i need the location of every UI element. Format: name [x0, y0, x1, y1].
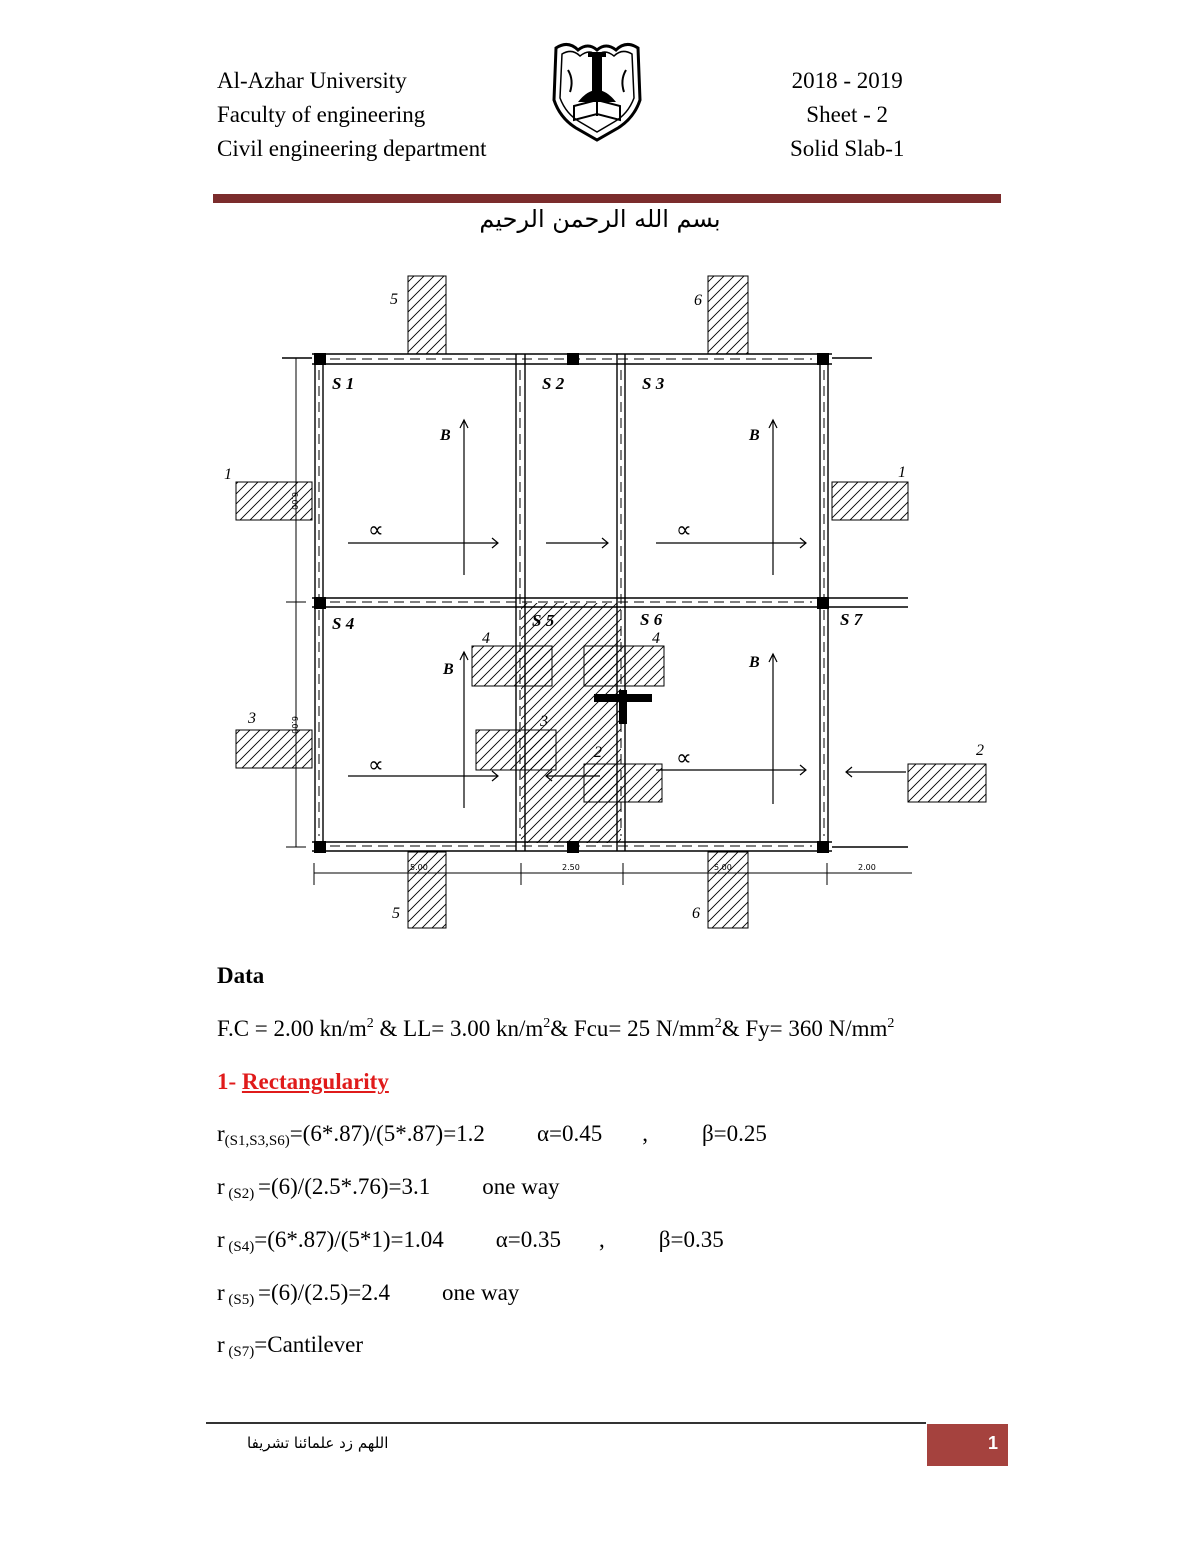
section-label-4-left: 4	[482, 630, 490, 647]
s5-hatched-slab	[521, 603, 621, 843]
beta-label: B	[443, 661, 454, 678]
fy-text: & Fy= 360 N/mm	[721, 1016, 888, 1041]
alpha-value: α=0.45	[536, 1121, 603, 1146]
ratio-expression: =(6*.87)/(5*1)=1.04	[254, 1227, 444, 1252]
direction-arrows	[348, 420, 906, 808]
section-label-3-inner: 3	[540, 713, 548, 730]
rectangularity-row	[217, 1174, 560, 1203]
section-label-1-left: 1	[224, 466, 232, 483]
section-label-4-right: 4	[652, 630, 660, 647]
ratio-expression: =(6)/(2.5)=2.4	[258, 1280, 390, 1305]
slab-label-s4: S 4	[332, 614, 355, 633]
ratio-expression: =(6)/(2.5*.76)=3.1	[258, 1174, 431, 1199]
sheet-number: Sheet - 2	[806, 102, 889, 127]
section-label-2-inner: 2	[594, 744, 602, 761]
slab-subscript: (S2)	[224, 1186, 259, 1202]
r-symbol: r	[217, 1227, 225, 1252]
footer-dua: اللهم زد علمائنا تشريفا	[247, 1434, 389, 1452]
exponent: 2	[543, 1016, 551, 1031]
slab-label-s3: S 3	[642, 374, 665, 393]
dimension-label: 6.00	[290, 716, 299, 734]
r-symbol: r	[217, 1280, 225, 1305]
section-heading	[217, 1069, 389, 1095]
rectangularity-row	[217, 1332, 363, 1361]
exponent: 2	[366, 1016, 374, 1031]
dimension-label: 2.00	[858, 863, 876, 872]
section-label-6-bottom: 6	[692, 905, 700, 922]
academic-year: 2018 - 2019	[791, 68, 903, 93]
department-name: Civil engineering department	[217, 136, 487, 161]
slab-label-s5: S 5	[532, 611, 555, 630]
alpha-label: ∝	[368, 753, 384, 778]
rectangularity-row	[217, 1280, 519, 1309]
page-number-box	[927, 1424, 1008, 1466]
r-symbol: r	[217, 1174, 225, 1199]
section-label-6-top: 6	[694, 292, 702, 309]
exponent: 2	[714, 1016, 722, 1031]
beta-label: B	[440, 427, 451, 444]
slab-subscript: (S7)	[224, 1344, 255, 1360]
basmala: بسم الله الرحمن الرحيم	[479, 205, 721, 233]
slab-label-s6: S 6	[640, 610, 663, 629]
separator: ,	[642, 1121, 648, 1146]
alpha-value: α=0.35	[495, 1227, 562, 1252]
fcu-text: & Fcu= 25 N/mm	[550, 1016, 715, 1041]
slab-label-s7: S 7	[840, 610, 863, 629]
slab-subscript: (S4)	[224, 1239, 255, 1255]
section-label-1-right: 1	[898, 464, 906, 481]
slab-type: one way	[442, 1280, 520, 1305]
beta-value: β=0.35	[658, 1227, 724, 1252]
beta-value: β=0.25	[701, 1121, 767, 1146]
exponent: 2	[887, 1016, 895, 1031]
sheet-topic: Solid Slab-1	[790, 136, 905, 161]
slab-label-s1: S 1	[332, 374, 355, 393]
page-number: 1	[987, 1433, 998, 1453]
alpha-label: ∝	[676, 746, 692, 771]
footer-divider	[206, 1422, 926, 1424]
r-symbol: r	[217, 1332, 225, 1357]
section-label-2-right: 2	[976, 742, 984, 759]
slab-label-s2: S 2	[542, 374, 565, 393]
dimension-label: 6.00	[290, 492, 299, 510]
data-heading: Data	[217, 963, 265, 988]
r-symbol: r	[217, 1121, 225, 1146]
ratio-expression: =(6*.87)/(5*.87)=1.2	[289, 1121, 485, 1146]
load-line	[217, 1016, 894, 1042]
section-title: Rectangularity	[241, 1069, 389, 1094]
ratio-expression: =Cantilever	[254, 1332, 364, 1357]
university-name: Al-Azhar University	[217, 68, 407, 93]
dimension-label: 5.00	[714, 863, 732, 872]
section-number: 1-	[217, 1069, 242, 1094]
slab-subscript: (S1,S3,S6)	[224, 1133, 290, 1149]
ll-text: & LL= 3.00 kn/m	[373, 1016, 544, 1041]
section-label-5-bottom: 5	[392, 905, 400, 922]
rectangularity-row	[217, 1121, 767, 1150]
rectangularity-row	[217, 1227, 724, 1256]
dimension-label: 5.00	[410, 863, 428, 872]
dimension-label: 2.50	[562, 863, 580, 872]
beta-label: B	[749, 654, 760, 671]
section-label-3-left: 3	[248, 710, 256, 727]
separator: ,	[599, 1227, 605, 1252]
slab-subscript: (S5)	[224, 1292, 259, 1308]
section-label-5-top: 5	[390, 291, 398, 308]
beta-label: B	[749, 427, 760, 444]
fc-text: F.C = 2.00 kn/m	[217, 1016, 367, 1041]
slab-type: one way	[482, 1174, 560, 1199]
alpha-label: ∝	[676, 518, 692, 543]
alpha-label: ∝	[368, 518, 384, 543]
faculty-name: Faculty of engineering	[217, 102, 426, 127]
